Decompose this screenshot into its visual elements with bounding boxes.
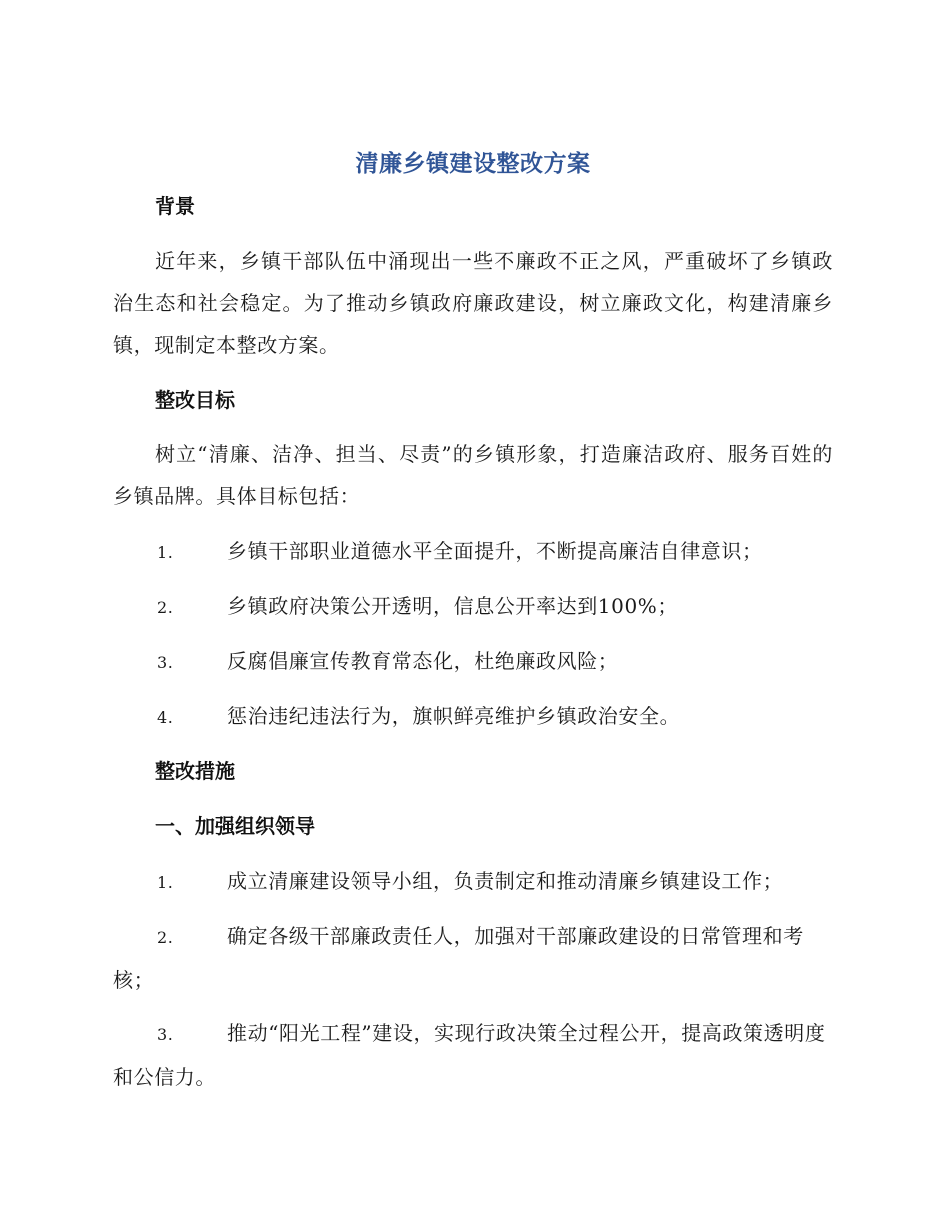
measure-item-1 xyxy=(113,860,833,904)
list-item-text: 确定各级干部廉政责任人，加强对干部廉政建设的日常管理和考核； xyxy=(113,924,804,992)
goal-item-2 xyxy=(113,585,833,629)
list-item-text: 反腐倡廉宣传教育常态化，杜绝廉政风险； xyxy=(227,649,619,673)
background-paragraph: 近年来，乡镇干部队伍中涌现出一些不廉政不正之风，严重破坏了乡镇政治生态和社会稳定。为了推动乡镇政府廉政建设，树立廉政文化，构建清廉乡镇，现制定本整改方案。 xyxy=(113,249,833,357)
list-number: 2. xyxy=(157,928,174,947)
list-item-text: 乡镇政府决策公开透明，信息公开率达到100%； xyxy=(227,594,678,618)
goal-item-4 xyxy=(113,695,833,739)
section-heading-measures: 整改措施 xyxy=(155,759,235,783)
section-heading-background: 背景 xyxy=(155,194,195,218)
goal-item-1 xyxy=(113,530,833,574)
list-number: 3. xyxy=(157,653,174,672)
list-number: 1. xyxy=(157,873,174,892)
list-number: 1. xyxy=(157,543,174,562)
list-item-text: 推动“阳光工程”建设，实现行政决策全过程公开，提高政策透明度和公信力。 xyxy=(113,1021,826,1089)
document-title: 清廉乡镇建设整改方案 xyxy=(355,151,591,177)
list-item-text: 惩治违纪违法行为，旗帜鲜亮维护乡镇政治安全。 xyxy=(227,704,681,728)
measure-item-3 xyxy=(113,1012,833,1098)
sub-heading-organization: 一、加强组织领导 xyxy=(155,814,315,838)
goal-item-3 xyxy=(113,640,833,684)
section-heading-goals: 整改目标 xyxy=(155,388,235,412)
list-number: 2. xyxy=(157,598,174,617)
goals-paragraph: 树立“清廉、洁净、担当、尽责”的乡镇形象，打造廉洁政府、服务百姓的乡镇品牌。具体目标包括： xyxy=(113,442,833,508)
list-item-text: 成立清廉建设领导小组，负责制定和推动清廉乡镇建设工作； xyxy=(227,869,784,893)
list-number: 3. xyxy=(157,1025,174,1044)
measure-item-2 xyxy=(113,915,833,1001)
list-number: 4. xyxy=(157,708,174,727)
list-item-text: 乡镇干部职业道德水平全面提升，不断提高廉洁自律意识； xyxy=(227,539,763,563)
